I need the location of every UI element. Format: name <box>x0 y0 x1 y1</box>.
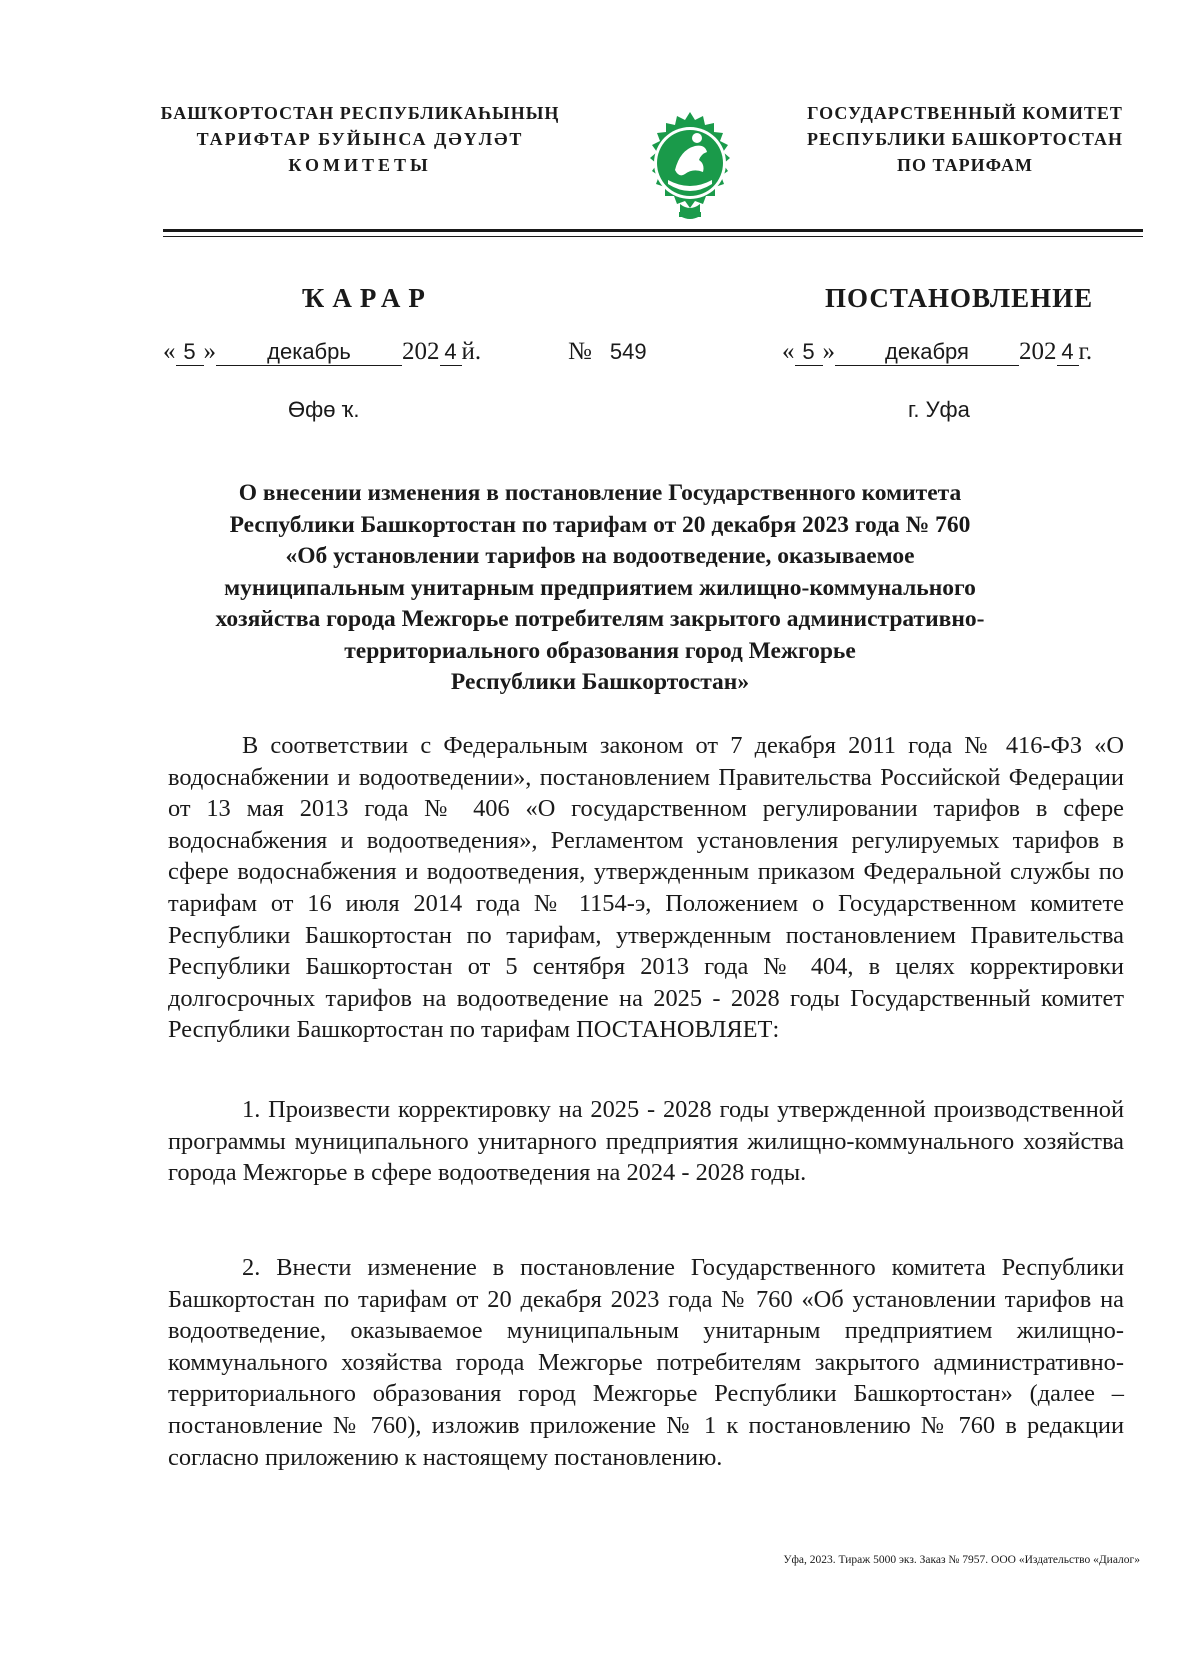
date-month: декабрь <box>216 339 402 366</box>
date-year-suffix: й. <box>461 338 482 365</box>
decree-number <box>568 338 647 366</box>
date-close-quote: » <box>822 338 835 365</box>
org-name-bashkir-line-2: ТАРИФТАР БУЙЫНСА ДӘҮЛӘТ <box>196 129 524 149</box>
org-name-russian-line-2: РЕСПУБЛИКИ БАШКОРТОСТАН <box>807 129 1123 149</box>
body-paragraph-item-1: 1. Произвести корректировку на 2025 - 2028 годы утвержденной производственной программы муниципального унитарного предприятия жилищно-коммунального хозяйства города Межгорье в сфере водоотведения на 2024 - 2028 годы. <box>168 1096 1124 1187</box>
date-close-quote: » <box>203 338 216 365</box>
date-day: 5 <box>795 339 823 366</box>
decree-number-label: № <box>568 338 592 365</box>
decree-date-bashkir <box>163 338 481 366</box>
coat-of-arms-icon <box>635 108 745 226</box>
org-name-bashkir-line-3: КОМИТЕТЫ <box>288 155 432 175</box>
title-line: О внесении изменения в постановление Государственного комитета <box>238 480 962 506</box>
date-year-prefix: 202 <box>402 338 440 365</box>
document-title <box>150 478 1050 699</box>
decree-date-russian <box>782 338 1092 366</box>
body-paragraph-preamble: В соответствии с Федеральным законом от 7 декабря 2011 года № 416-ФЗ «О водоснабжении и водоотведении», постановлением Правительства Российской Федерации от 13 мая 2013 года № 406 «О государственном регулировании тарифов в сфере водоснабжения и водоотведения», Регламентом установления регулируемых тарифов в сфере водоснабжения и водоотведения, утвержденным приказом Федеральной службы по тарифам от 16 июля 2014 года № 1154-э, Положением о Государственном комитете Республики Башкортостан по тарифам, утвержденным постановлением Правительства Республики Башкортостан от 5 сентября 2013 года № 404, в целях корректировки долгосрочных тарифов на водоотведение на 2025 - 2028 годы Государственный комитет Республики Башкортостан по тарифам ПОСТАНОВЛЯЕТ: <box>168 732 1124 1044</box>
org-name-bashkir <box>155 100 565 178</box>
date-month: декабря <box>835 339 1019 366</box>
header-divider-thick <box>163 229 1143 232</box>
date-day: 5 <box>176 339 204 366</box>
org-name-russian-line-1: ГОСУДАРСТВЕННЫЙ КОМИТЕТ <box>807 103 1123 123</box>
city-russian: г. Уфа <box>908 397 970 422</box>
title-line: хозяйства города Межгорье потребителям закрытого административно- <box>215 606 985 632</box>
decree-type-russian: ПОСТАНОВЛЕНИЕ <box>825 283 1094 313</box>
decree-type-bashkir: ҠАРАР <box>302 283 433 313</box>
title-line: Республики Башкортостан» <box>450 669 750 695</box>
date-year-digit: 4 <box>1057 339 1079 366</box>
org-name-russian <box>780 100 1150 178</box>
date-open-quote: « <box>782 338 795 365</box>
title-line: «Об установлении тарифов на водоотведение, оказываемое <box>285 543 915 569</box>
date-year-digit: 4 <box>440 339 462 366</box>
decree-number-value: 549 <box>609 339 647 364</box>
org-name-russian-line-3: ПО ТАРИФАМ <box>897 155 1033 175</box>
date-year-prefix: 202 <box>1019 338 1057 365</box>
title-line: территориального образования город Межгорье <box>344 637 856 664</box>
title-line: муниципальным унитарным предприятием жилищно-коммунального <box>224 574 976 601</box>
date-open-quote: « <box>163 338 176 365</box>
header-divider-thin <box>163 236 1143 237</box>
city-bashkir: Өфө ҡ. <box>288 397 360 422</box>
title-line: Республики Башкортостан по тарифам от 20 декабря 2023 года № 760 <box>229 511 971 538</box>
print-info: Уфа, 2023. Тираж 5000 экз. Заказ № 7957. ООО «Издательство «Диалог» <box>783 1554 1140 1566</box>
date-year-suffix: г. <box>1078 338 1093 365</box>
org-name-bashkir-line-1: БАШҠОРТОСТАН РЕСПУБЛИКАҺЫНЫҢ <box>160 103 560 123</box>
body-paragraph-item-2: 2. Внести изменение в постановление Государственного комитета Республики Башкортостан по тарифам от 20 декабря 2023 года № 760 «Об установлении тарифов на водоотведение, оказываемое муниципальным унитарным предприятием жилищно-коммунального хозяйства города Межгорье потребителям закрытого административно-территориального образования город Межгорье Республики Башкортостан» (далее – постановление № 760), изложив приложение № 1 к постановлению № 760 в редакции согласно приложению к настоящему постановлению. <box>168 1254 1124 1471</box>
